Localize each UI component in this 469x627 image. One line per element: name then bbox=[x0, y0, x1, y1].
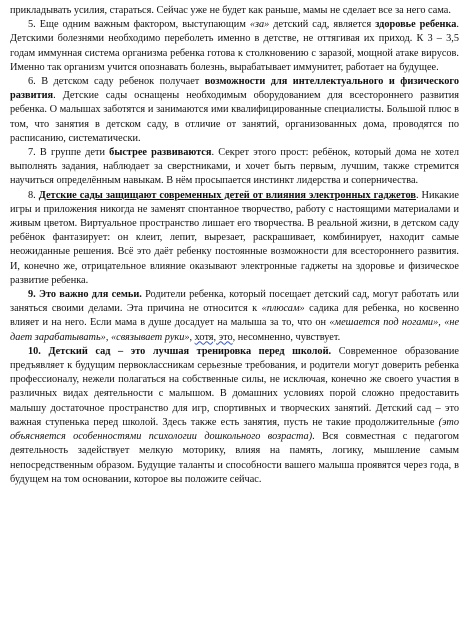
paragraph-text: . Никакие игры и приложения никогда не заменят спонтанное творчество, работу с настоящими материалами и живым цветом. Виртуальное пространство лишает его творчества. В реальной жизни, в детском саду ребёнок фантазирует: он клеит, лепит, вырезает, раскрашивает, комбинирует, находит самые неожиданные решения. Всё это даёт ребенку постоянные возможности для всестороннего развития. И, конечно же, отрицательное влияние оказывают электронные гаджеты на здоровье и физическое развитие ребенка. bbox=[10, 189, 459, 286]
paragraph-text: . Вся совместная с педагогом деятельность задействует мелкую моторику, влияя на память, логику, мышление самым непосредственным образом. Будущие таланты и способности вашего малыша проявятся через года, в будущем на том основании, которое вы положите сейчас. bbox=[10, 431, 459, 485]
italic-quote: «связывает руки» bbox=[110, 331, 190, 343]
item-number: 6. bbox=[28, 76, 36, 88]
paragraph-4-ending bbox=[10, 4, 459, 18]
paragraph-text: прикладывать усилия, стараться. Сейчас уже не будет как раньше, мамы не сделает все за него сама. bbox=[10, 5, 451, 16]
italic-quote: «не дает зарабатывать» bbox=[10, 317, 460, 343]
bold-heading: Это важно для семьи. bbox=[35, 289, 142, 301]
bold-heading: Детский сад – это лучшая тренировка перед школой. bbox=[40, 345, 332, 357]
separator: , bbox=[105, 331, 111, 343]
paragraph-text: , несомненно, чувствует. bbox=[232, 331, 341, 343]
italic-note: (это объясняется особенностями психологии дошкольного возраста) bbox=[10, 416, 459, 443]
bold-heading: быстрее развиваются bbox=[109, 147, 212, 159]
paragraph-8 bbox=[10, 189, 459, 288]
bold-underlined-heading: Детские сады защищают современных детей от влияния электронных гаджетов bbox=[38, 189, 416, 201]
paragraph-text: В группе дети bbox=[35, 147, 110, 159]
paragraph-text: Родители ребенка, который посещает детский сад, могут работать или заняться своими делами. Эта причина не относится к bbox=[10, 289, 459, 315]
bold-heading: здоровье ребенка bbox=[375, 19, 457, 31]
paragraph-5 bbox=[10, 18, 459, 75]
item-number: 10. bbox=[28, 345, 41, 357]
italic-quote: «мешается под ногами» bbox=[329, 317, 439, 329]
paragraph-text: Еще одним важным фактором, выступающим bbox=[35, 19, 250, 31]
item-number: 5. bbox=[28, 19, 36, 31]
italic-quote: «за» bbox=[249, 19, 270, 31]
bold-heading: возможности для интеллектуального и физического развития bbox=[10, 76, 459, 102]
item-number: 9. bbox=[28, 289, 36, 301]
spellcheck-underlined-text: хотя, это bbox=[194, 331, 233, 343]
italic-quote: «плюсам» bbox=[261, 303, 305, 315]
item-number: 7. bbox=[28, 147, 36, 159]
paragraph-9 bbox=[10, 288, 459, 345]
item-number: 8. bbox=[28, 189, 36, 201]
paragraph-text: . Детские сады оснащены необходимым оборудованием для всестороннего развития ребенка. О малышах заботятся и занимаются ими квалифицированные специалисты. Большой плюс в том, что занятия в детском саду, в отличие от занятий, организованных дома, проводятся по расписанию, систематически. bbox=[10, 90, 459, 144]
paragraph-text: . Детскими болезнями необходимо переболеть именно в детстве, не оттягивая их приход. К 3 – 3,5 годам иммунная система организма ребенка готова к столкновению с заразой, мощной атаке вирусов. Именно так организм учится опознавать болезнь, вырабатывает иммунитет, работает на будущее. bbox=[10, 19, 459, 73]
paragraph-text: садика для ребенка, но косвенно влияет и на него. Если мама в душе досадует на малыша за то, что он bbox=[10, 303, 459, 329]
paragraph-10 bbox=[10, 345, 459, 487]
paragraph-text: . Секрет этого прост: ребёнок, который дома не хотел выполнять задания, наблюдает за сверстниками, и хочет быть первым, лучшим, также стремится научиться определённым навыкам. В нём просыпается инстинкт лидерства и соперничества. bbox=[10, 147, 460, 187]
paragraph-text: детский сад, является bbox=[269, 19, 376, 31]
separator: , bbox=[189, 331, 195, 343]
paragraph-text: Современное образование предъявляет к будущим первоклассникам серьезные требования, и родители могут доверить ребенка профессионалу, нежели полагаться на собственные силы, не исключая, конечно же своего участия в различных видах деятельности с малышом. В домашних условиях порой сложно предоставить малышу достаточное пространство для игр, спортивных и творческих занятий. Детский сад – это важная ступенька перед школой. Здесь также есть занятия, пусть не такие продолжительные bbox=[10, 345, 459, 428]
separator: , bbox=[438, 317, 445, 329]
paragraph-6 bbox=[10, 75, 459, 146]
paragraph-7 bbox=[10, 146, 459, 189]
paragraph-text: В детском саду ребенок получает bbox=[35, 76, 205, 88]
